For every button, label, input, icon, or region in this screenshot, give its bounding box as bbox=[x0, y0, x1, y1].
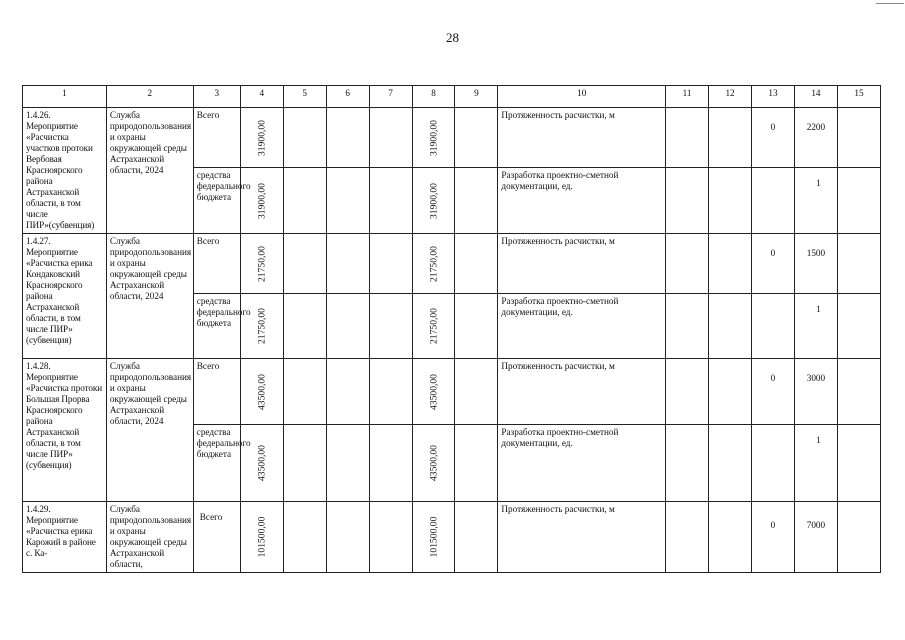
header-cell: 5 bbox=[283, 86, 326, 108]
empty-cell bbox=[283, 359, 326, 425]
header-cell: 1 bbox=[23, 86, 107, 108]
amount-cell bbox=[412, 425, 455, 502]
indicator-cell: Протяженность расчистки, м bbox=[498, 359, 666, 425]
empty-cell bbox=[326, 168, 369, 234]
amount-value: 31900,00 bbox=[428, 182, 440, 219]
header-cell: 6 bbox=[326, 86, 369, 108]
header-cell: 4 bbox=[240, 86, 283, 108]
source-cell: Всего bbox=[193, 502, 240, 573]
empty-cell bbox=[326, 294, 369, 359]
amount-cell bbox=[240, 502, 283, 573]
empty-cell bbox=[709, 425, 752, 502]
executor-cell: Служба природопользования и охраны окружающей среды Астраханской области, 2024 bbox=[106, 108, 193, 234]
header-cell: 3 bbox=[193, 86, 240, 108]
source-cell: Всего bbox=[193, 359, 240, 425]
amount-cell bbox=[412, 108, 455, 168]
indicator-cell: Разработка проектно-сметной документации, ед. bbox=[498, 425, 666, 502]
empty-cell bbox=[326, 425, 369, 502]
amount-value: 21750,00 bbox=[256, 245, 268, 282]
amount-value: 101500,00 bbox=[428, 516, 440, 558]
executor-cell: Служба природопользования и охраны окружающей среды Астраханской области, bbox=[106, 502, 193, 573]
indicator-cell: Разработка проектно-сметной документации, ед. bbox=[498, 168, 666, 234]
empty-cell bbox=[709, 108, 752, 168]
empty-cell bbox=[837, 425, 880, 502]
empty-cell bbox=[455, 234, 498, 294]
header-cell: 9 bbox=[455, 86, 498, 108]
empty-cell bbox=[369, 502, 412, 573]
empty-cell bbox=[455, 168, 498, 234]
table-row bbox=[23, 502, 881, 573]
amount-cell bbox=[240, 359, 283, 425]
table-row bbox=[23, 108, 881, 168]
table-row bbox=[23, 359, 881, 425]
empty-cell bbox=[369, 168, 412, 234]
indicator-cell: Протяженность расчистки, м bbox=[498, 108, 666, 168]
empty-cell bbox=[283, 234, 326, 294]
target-value-cell: 1500 bbox=[794, 234, 837, 294]
empty-cell bbox=[837, 359, 880, 425]
header-cell: 11 bbox=[666, 86, 709, 108]
empty-cell bbox=[455, 502, 498, 573]
empty-cell bbox=[455, 294, 498, 359]
header-cell: 14 bbox=[794, 86, 837, 108]
empty-cell bbox=[326, 108, 369, 168]
table-row bbox=[23, 234, 881, 294]
source-cell: Всего bbox=[193, 234, 240, 294]
source-cell: средства федерального бюджета bbox=[193, 168, 240, 234]
empty-cell bbox=[666, 234, 709, 294]
empty-cell bbox=[837, 502, 880, 573]
amount-value: 31900,00 bbox=[428, 119, 440, 156]
target-value-cell: 1 bbox=[794, 425, 837, 502]
empty-cell bbox=[369, 425, 412, 502]
amount-value: 31900,00 bbox=[256, 119, 268, 156]
amount-cell bbox=[412, 359, 455, 425]
empty-cell bbox=[455, 425, 498, 502]
header-row bbox=[23, 86, 881, 108]
empty-cell bbox=[666, 359, 709, 425]
empty-cell bbox=[837, 234, 880, 294]
empty-cell bbox=[369, 294, 412, 359]
amount-cell bbox=[240, 108, 283, 168]
empty-cell bbox=[283, 168, 326, 234]
empty-cell bbox=[666, 502, 709, 573]
empty-cell bbox=[837, 108, 880, 168]
amount-cell bbox=[412, 502, 455, 573]
empty-cell bbox=[666, 168, 709, 234]
base-value-cell: 0 bbox=[752, 359, 795, 425]
amount-cell bbox=[412, 168, 455, 234]
empty-cell bbox=[709, 234, 752, 294]
empty-cell bbox=[455, 108, 498, 168]
empty-cell bbox=[666, 294, 709, 359]
empty-cell bbox=[283, 502, 326, 573]
empty-cell bbox=[283, 425, 326, 502]
amount-value: 21750,00 bbox=[256, 308, 268, 344]
empty-cell bbox=[709, 359, 752, 425]
empty-cell bbox=[369, 234, 412, 294]
target-value-cell: 7000 bbox=[794, 502, 837, 573]
amount-cell bbox=[240, 234, 283, 294]
target-value-cell: 1 bbox=[794, 168, 837, 234]
base-value-cell bbox=[752, 168, 795, 234]
source-cell: Всего bbox=[193, 108, 240, 168]
empty-cell bbox=[369, 108, 412, 168]
empty-cell bbox=[709, 294, 752, 359]
empty-cell bbox=[709, 168, 752, 234]
source-cell: средства федерального бюджета bbox=[193, 425, 240, 502]
amount-cell bbox=[412, 234, 455, 294]
empty-cell bbox=[666, 108, 709, 168]
amount-cell bbox=[240, 294, 283, 359]
empty-cell bbox=[326, 502, 369, 573]
amount-value: 31900,00 bbox=[256, 182, 268, 219]
amount-cell bbox=[412, 294, 455, 359]
corner-scan-mark bbox=[876, 3, 904, 4]
amount-value: 43500,00 bbox=[428, 445, 440, 481]
executor-cell: Служба природопользования и охраны окружающей среды Астраханской области, 2024 bbox=[106, 234, 193, 359]
source-cell: средства федерального бюджета bbox=[193, 294, 240, 359]
empty-cell bbox=[326, 359, 369, 425]
amount-value: 101500,00 bbox=[256, 516, 268, 558]
base-value-cell bbox=[752, 425, 795, 502]
event-cell: 1.4.28. Мероприятие «Расчистка протоки Большая Прорва Красноярского района Астраханской области, в том числе ПИР» (субвенция) bbox=[23, 359, 107, 502]
empty-cell bbox=[837, 294, 880, 359]
amount-cell bbox=[240, 168, 283, 234]
amount-cell bbox=[240, 425, 283, 502]
amount-value: 21750,00 bbox=[428, 308, 440, 344]
empty-cell bbox=[283, 294, 326, 359]
header-cell: 12 bbox=[709, 86, 752, 108]
event-cell: 1.4.26. Мероприятие «Расчистка участков протоки Вербовая Красноярского района Астраханской области, в том числе ПИР»(субвенция) bbox=[23, 108, 107, 234]
event-cell: 1.4.27. Мероприятие «Расчистка ерика Кондаковский Красноярского района Астраханской области, в том числе ПИР» (субвенция) bbox=[23, 234, 107, 359]
indicator-cell: Протяженность расчистки, м bbox=[498, 502, 666, 573]
base-value-cell bbox=[752, 294, 795, 359]
empty-cell bbox=[455, 359, 498, 425]
page-number: 28 bbox=[446, 30, 459, 45]
empty-cell bbox=[283, 108, 326, 168]
base-value-cell: 0 bbox=[752, 502, 795, 573]
amount-value: 43500,00 bbox=[256, 373, 268, 410]
indicator-cell: Разработка проектно-сметной документации, ед. bbox=[498, 294, 666, 359]
target-value-cell: 3000 bbox=[794, 359, 837, 425]
event-cell: 1.4.29. Мероприятие «Расчистка ерика Карожий в районе с. Ка- bbox=[23, 502, 107, 573]
header-cell: 8 bbox=[412, 86, 455, 108]
header-cell: 13 bbox=[752, 86, 795, 108]
header-cell: 15 bbox=[837, 86, 880, 108]
amount-value: 43500,00 bbox=[256, 445, 268, 481]
header-cell: 7 bbox=[369, 86, 412, 108]
base-value-cell: 0 bbox=[752, 234, 795, 294]
amount-value: 21750,00 bbox=[428, 245, 440, 282]
empty-cell bbox=[666, 425, 709, 502]
executor-cell: Служба природопользования и охраны окружающей среды Астраханской области, 2024 bbox=[106, 359, 193, 502]
empty-cell bbox=[709, 502, 752, 573]
header-cell: 10 bbox=[498, 86, 666, 108]
empty-cell bbox=[369, 359, 412, 425]
base-value-cell: 0 bbox=[752, 108, 795, 168]
empty-cell bbox=[837, 168, 880, 234]
target-value-cell: 1 bbox=[794, 294, 837, 359]
empty-cell bbox=[326, 234, 369, 294]
amount-value: 43500,00 bbox=[428, 373, 440, 410]
indicator-cell: Протяженность расчистки, м bbox=[498, 234, 666, 294]
target-value-cell: 2200 bbox=[794, 108, 837, 168]
header-cell: 2 bbox=[106, 86, 193, 108]
program-table bbox=[22, 85, 881, 573]
